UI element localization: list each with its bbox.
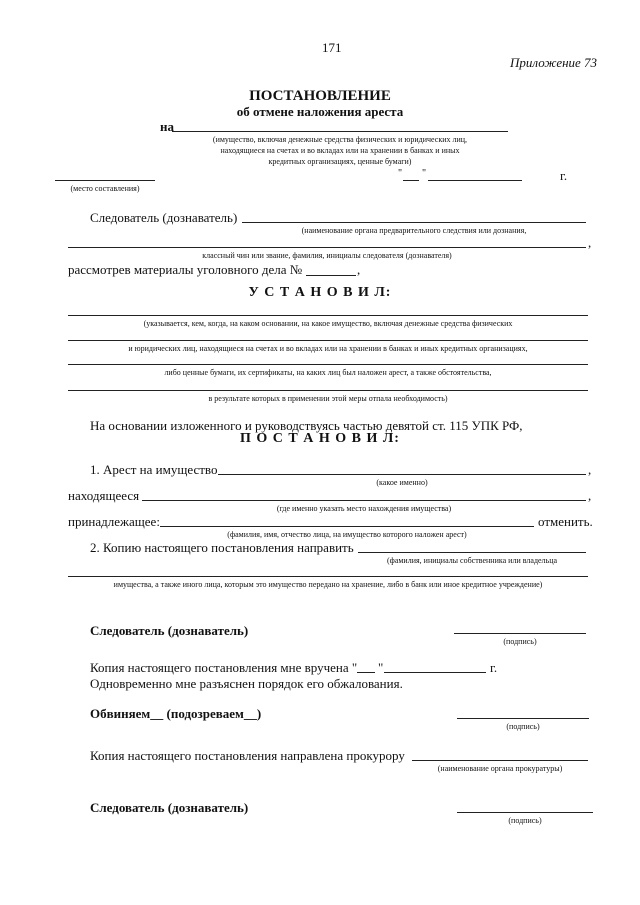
prosecutor-field[interactable] [412, 760, 588, 761]
reviewed-text: рассмотрев материалы уголовного дела № [68, 262, 303, 277]
established-heading: У С Т А Н О В И Л: [248, 285, 392, 300]
located-caption: (где именно указать место нахождения имущества) [276, 504, 452, 513]
investigator-field-2[interactable] [68, 247, 586, 248]
received-day-field[interactable] [357, 672, 375, 673]
basis-text: На основании изложенного и руководствуясь частью девятой ст. 115 УПК РФ, [90, 418, 523, 433]
investigator-label: Следователь (дознаватель) [90, 210, 238, 225]
place-field[interactable] [55, 180, 155, 181]
property-caption-3: кредитных организациях, ценные бумаги) [268, 157, 412, 166]
investigator-field[interactable] [242, 222, 586, 223]
rank-caption: классный чин или звание, фамилия, инициалы следователя (дознавателя) [202, 251, 452, 260]
located-label: находящееся [68, 488, 140, 503]
property-caption-1: (имущество, включая денежные средства физических и юридических лиц, [212, 135, 468, 144]
document-title: ПОСТАНОВЛЕНИЕ [249, 88, 391, 104]
comma-2: , [357, 262, 361, 277]
established-caption-4: в результате которых в применении этой меры отпала необходимость) [208, 394, 448, 403]
belonging-label: принадлежащее: [68, 514, 160, 529]
resolved-heading: П О С Т А Н О В И Л: [240, 431, 400, 446]
received-month-field[interactable] [384, 672, 486, 673]
established-caption-1: (указывается, кем, когда, на каком основании, на какое имущество, включая денежные средства физических [143, 319, 513, 328]
sign1-field[interactable] [454, 633, 586, 634]
item2-caption-2: имущества, а также иного лица, которым это имущество передано на хранение, либо в банк или иное кредитное учреждение) [113, 580, 543, 589]
property-caption-2: находящиеся на счетах и во вкладах или на хранении в банках и иных [220, 146, 460, 155]
established-line-1[interactable] [68, 315, 588, 316]
document-subtitle: об отмене наложения ареста [236, 104, 404, 119]
comma-1: , [588, 235, 592, 250]
explained-text: Одновременно мне разъяснен порядок его обжалования. [90, 676, 403, 691]
on-label: на [160, 119, 174, 134]
date-month-field[interactable] [428, 180, 522, 181]
item2-caption: (фамилия, инициалы собственника или владельца [386, 556, 558, 565]
sign2-label: Следователь (дознаватель) [90, 800, 249, 815]
date-quote-close: " [422, 168, 427, 179]
belonging-caption: (фамилия, имя, отчество лица, на имущество которого наложен арест) [227, 530, 467, 539]
case-number-field[interactable] [306, 275, 356, 276]
sign1-label: Следователь (дознаватель) [90, 623, 249, 638]
established-caption-2: и юридических лиц, находящиеся на счетах и во вкладах или на хранении в банках и иных кредитных организациях, [128, 344, 528, 353]
prosecutor-caption: (наименование органа прокуратуры) [437, 764, 563, 773]
item1-property-field[interactable] [218, 474, 586, 475]
received-year-label: г. [490, 660, 498, 675]
established-line-2[interactable] [68, 340, 588, 341]
place-caption: (место составления) [70, 184, 140, 193]
established-line-3[interactable] [68, 364, 588, 365]
page-number: 171 [322, 40, 342, 55]
established-line-4[interactable] [68, 390, 588, 391]
date-day-field[interactable] [403, 180, 419, 181]
appendix-label: Приложение 73 [510, 55, 598, 70]
item2-recipient-field[interactable] [358, 552, 586, 553]
located-field[interactable] [142, 500, 586, 501]
item1-caption: (какое именно) [376, 478, 428, 487]
sign1-caption: (подпись) [503, 637, 537, 646]
item2-label: 2. Копию настоящего постановления направить [90, 540, 354, 555]
established-caption-3: либо ценные бумаги, их сертификаты, на каких лиц был наложен арест, а также обстоятельства, [164, 368, 492, 377]
comma-3: , [588, 462, 592, 477]
accused-label: Обвиняем__ (подозреваем__) [90, 706, 262, 721]
investigator-caption: (наименование органа предварительного следствия или дознания, [301, 226, 527, 235]
date-year-label: г. [560, 168, 568, 183]
item1-label: 1. Арест на имущество [90, 462, 218, 477]
sign2-caption: (подпись) [508, 816, 542, 825]
accused-signature-field[interactable] [457, 718, 589, 719]
received-quote: " [378, 660, 384, 675]
copy-received-text: Копия настоящего постановления мне вручена " [90, 660, 358, 675]
sign2-field[interactable] [457, 812, 593, 813]
comma-4: , [588, 488, 592, 503]
item2-recipient-field-2[interactable] [68, 576, 588, 577]
belonging-field[interactable] [160, 526, 534, 527]
copy-sent-text: Копия настоящего постановления направлена прокурору [90, 748, 405, 763]
accused-caption: (подпись) [506, 722, 540, 731]
date-quote-open: " [398, 168, 403, 179]
cancel-word: отменить. [538, 514, 593, 529]
property-field[interactable] [172, 131, 508, 132]
